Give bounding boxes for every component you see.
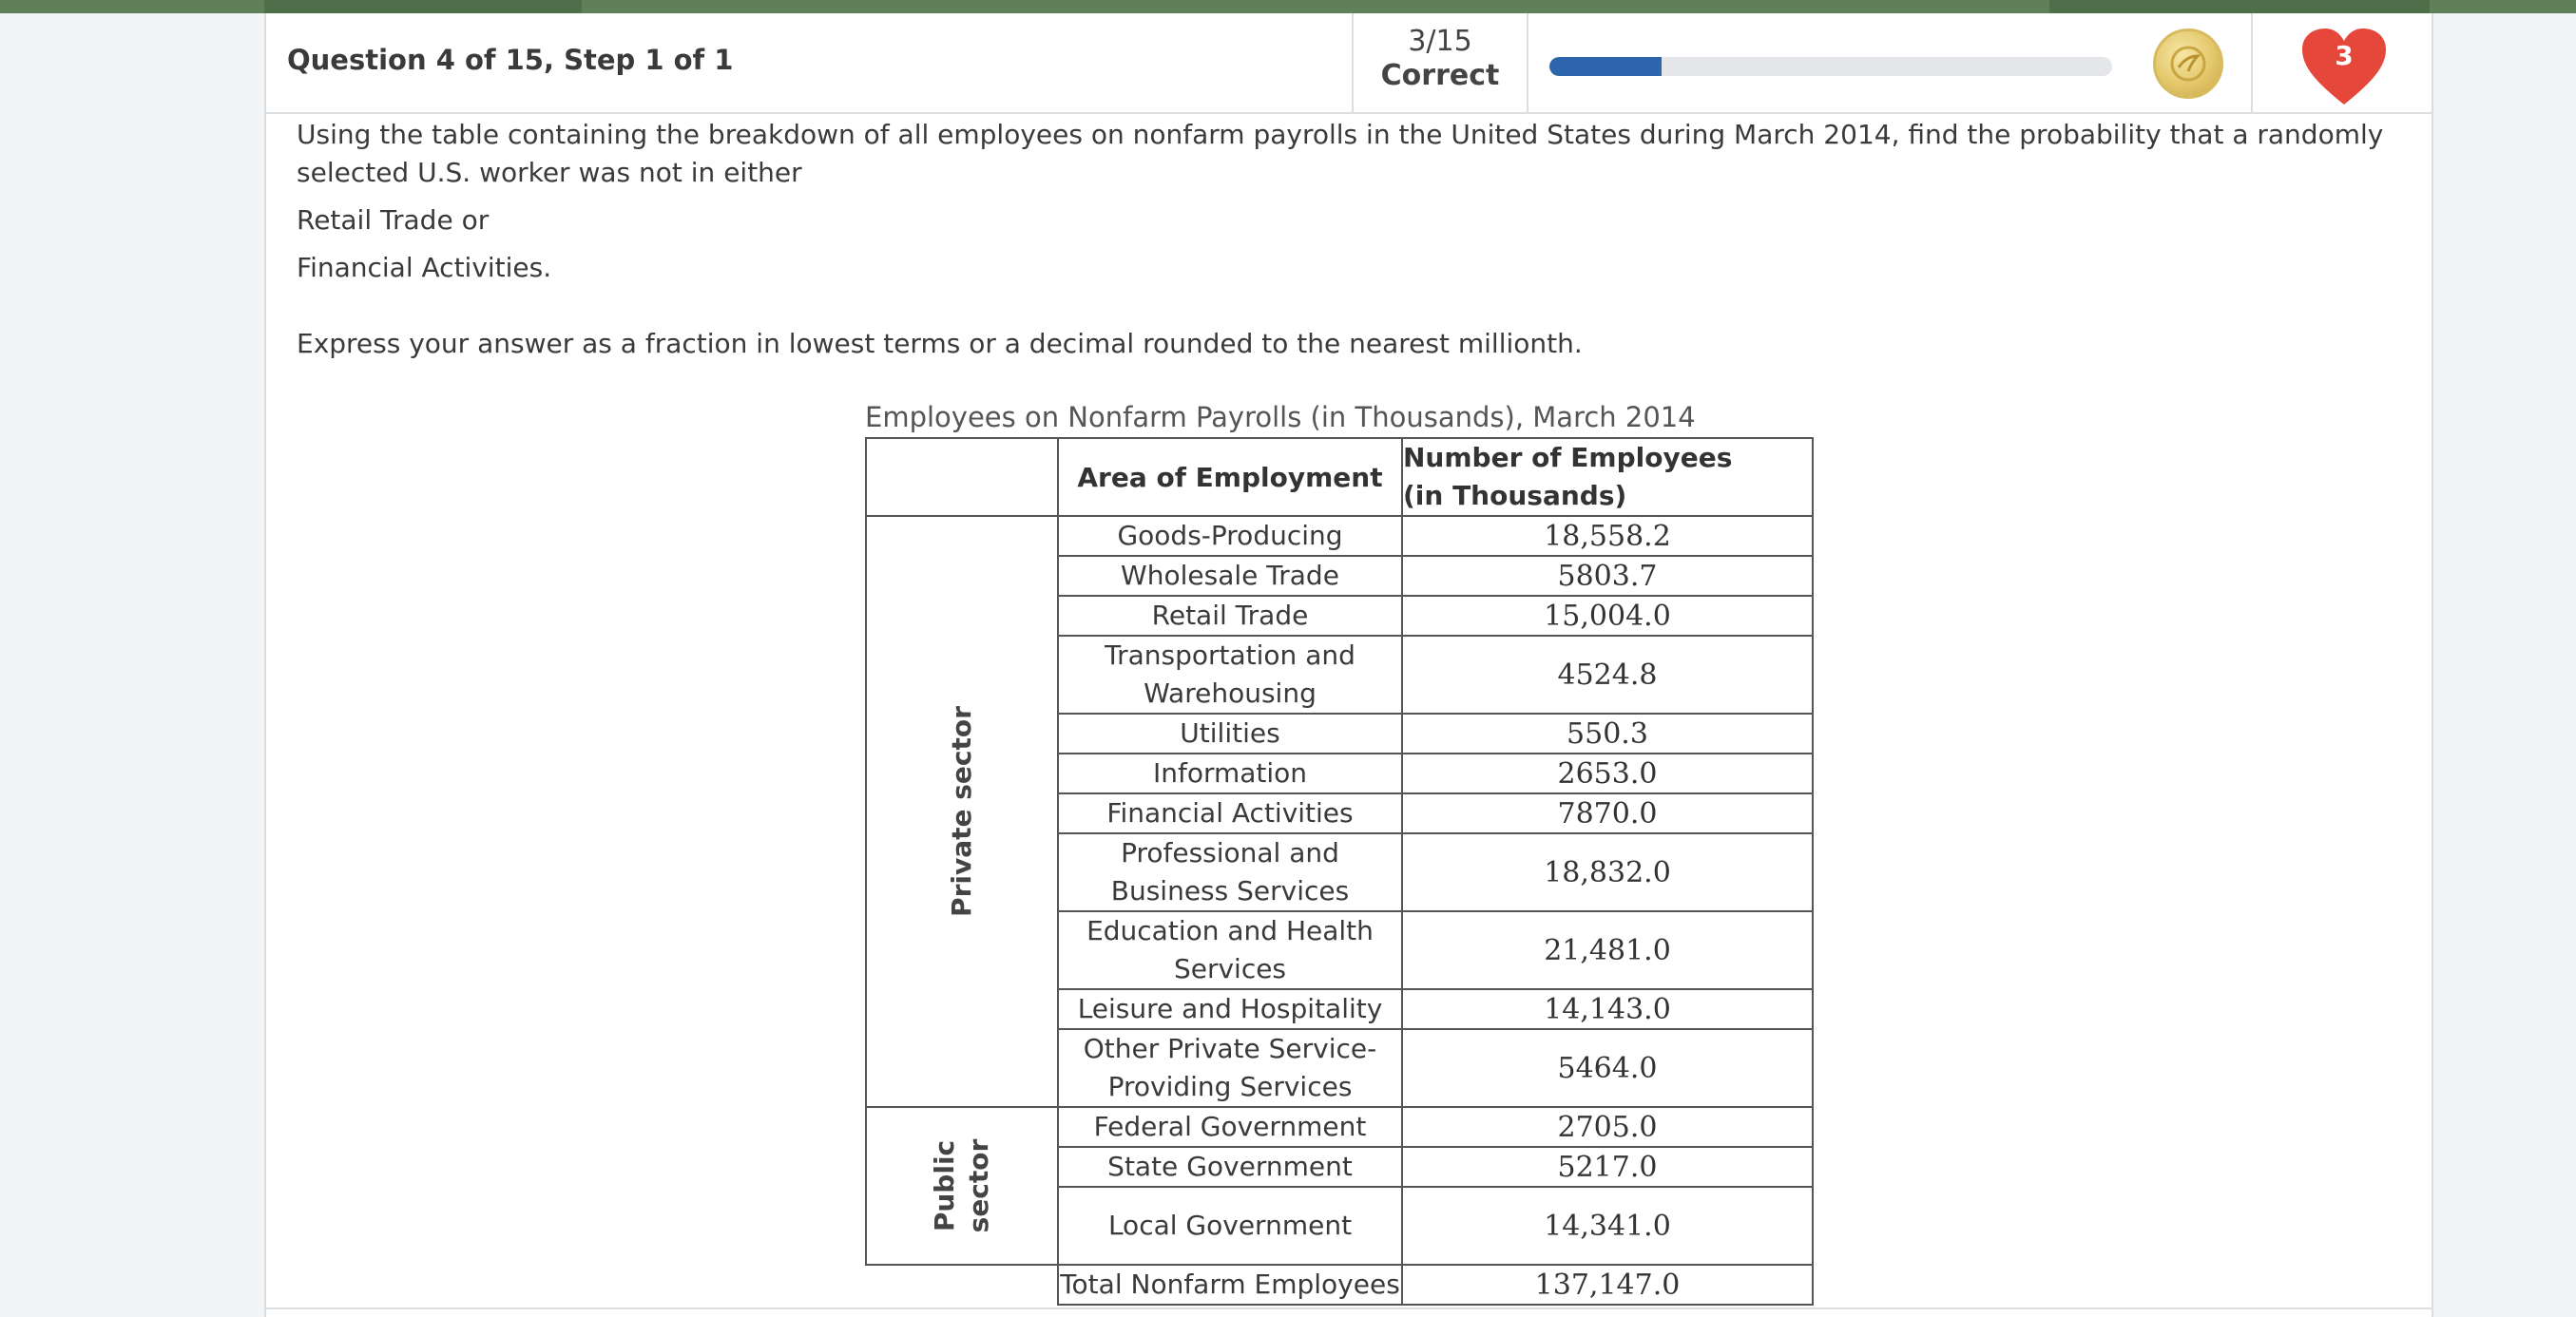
- table-row: [866, 1107, 1813, 1147]
- top-strip-segment: [264, 0, 582, 13]
- area-cell: Utilities: [1058, 714, 1402, 754]
- table-row: [866, 516, 1813, 556]
- heart-icon: [2297, 25, 2392, 110]
- question-content: [297, 116, 2407, 363]
- area-cell: Goods-Producing: [1058, 516, 1402, 556]
- total-row: [866, 1265, 1813, 1305]
- score-label: Correct: [1380, 59, 1500, 92]
- area-cell: Professional and Business Services: [1058, 833, 1402, 911]
- area-cell: Other Private Service-Providing Services: [1058, 1029, 1402, 1107]
- total-blank-cell: [866, 1265, 1058, 1305]
- corner-cell: [866, 438, 1058, 516]
- progress-bar-fill: [1549, 57, 1662, 76]
- area-cell: Transportation and Warehousing: [1058, 636, 1402, 714]
- area-cell: Local Government: [1058, 1187, 1402, 1265]
- private-sector-rows: [866, 516, 1813, 1107]
- value-cell: 18,558.2: [1402, 516, 1813, 556]
- area-cell: State Government: [1058, 1147, 1402, 1187]
- question-instruction: Express your answer as a fraction in lowest terms or a decimal rounded to the nearest millionth.: [297, 328, 1583, 359]
- hearts-count: 3: [2335, 40, 2354, 71]
- value-cell: 2653.0: [1402, 754, 1813, 793]
- area-cell: Education and Health Services: [1058, 911, 1402, 989]
- column-header-number: Number of Employees (in Thousands): [1402, 438, 1813, 516]
- area-cell: Wholesale Trade: [1058, 556, 1402, 596]
- table-header-row: [866, 438, 1813, 516]
- table-caption: Employees on Nonfarm Payrolls (in Thousands), March 2014: [865, 401, 1696, 433]
- area-cell: Total Nonfarm Employees: [1058, 1265, 1402, 1305]
- header-divider: [2251, 13, 2253, 112]
- score-fraction: 3/15: [1408, 25, 1472, 58]
- area-cell: Leisure and Hospitality: [1058, 989, 1402, 1029]
- question-option-2: Financial Activities.: [297, 252, 552, 283]
- panel-bottom-border: [264, 1307, 2433, 1309]
- value-cell: 15,004.0: [1402, 596, 1813, 636]
- value-cell: 5217.0: [1402, 1147, 1813, 1187]
- value-cell: 5464.0: [1402, 1029, 1813, 1107]
- coin-badge-icon[interactable]: [2153, 29, 2223, 99]
- question-panel: [264, 13, 2433, 1317]
- value-cell: 14,143.0: [1402, 989, 1813, 1029]
- question-title: Question 4 of 15, Step 1 of 1: [287, 44, 734, 76]
- value-cell: 18,832.0: [1402, 833, 1813, 911]
- question-option-1: Retail Trade or: [297, 204, 490, 236]
- top-strip-segment: [2049, 0, 2430, 13]
- area-cell: Federal Government: [1058, 1107, 1402, 1147]
- value-cell: 137,147.0: [1402, 1265, 1813, 1305]
- total-row-group: [866, 1265, 1813, 1305]
- value-cell: 5803.7: [1402, 556, 1813, 596]
- value-cell: 4524.8: [1402, 636, 1813, 714]
- private-sector-cell: [866, 516, 1058, 1107]
- public-sector-rows: [866, 1107, 1813, 1265]
- question-intro: Using the table containing the breakdown of all employees on nonfarm payrolls in the United States during March 2014, find the probability that a randomly selected U.S. worker was not in either: [297, 119, 2384, 188]
- top-color-strip: [0, 0, 2576, 13]
- area-cell: Financial Activities: [1058, 793, 1402, 833]
- value-cell: 14,341.0: [1402, 1187, 1813, 1265]
- area-cell: Information: [1058, 754, 1402, 793]
- public-sector-cell: [866, 1107, 1058, 1265]
- value-cell: 2705.0: [1402, 1107, 1813, 1147]
- value-cell: 7870.0: [1402, 793, 1813, 833]
- column-header-area: Area of Employment: [1058, 438, 1402, 516]
- score-box: [1352, 13, 1528, 112]
- public-sector-cell-label: Public sector: [929, 1138, 994, 1233]
- private-sector-cell-label: Private sector: [946, 706, 977, 917]
- question-header: [266, 13, 2432, 114]
- progress-bar: [1549, 57, 2112, 76]
- value-cell: 550.3: [1402, 714, 1813, 754]
- value-cell: 21,481.0: [1402, 911, 1813, 989]
- coin-emblem-icon: [2169, 45, 2207, 83]
- area-cell: Retail Trade: [1058, 596, 1402, 636]
- employment-table: [865, 437, 1814, 1306]
